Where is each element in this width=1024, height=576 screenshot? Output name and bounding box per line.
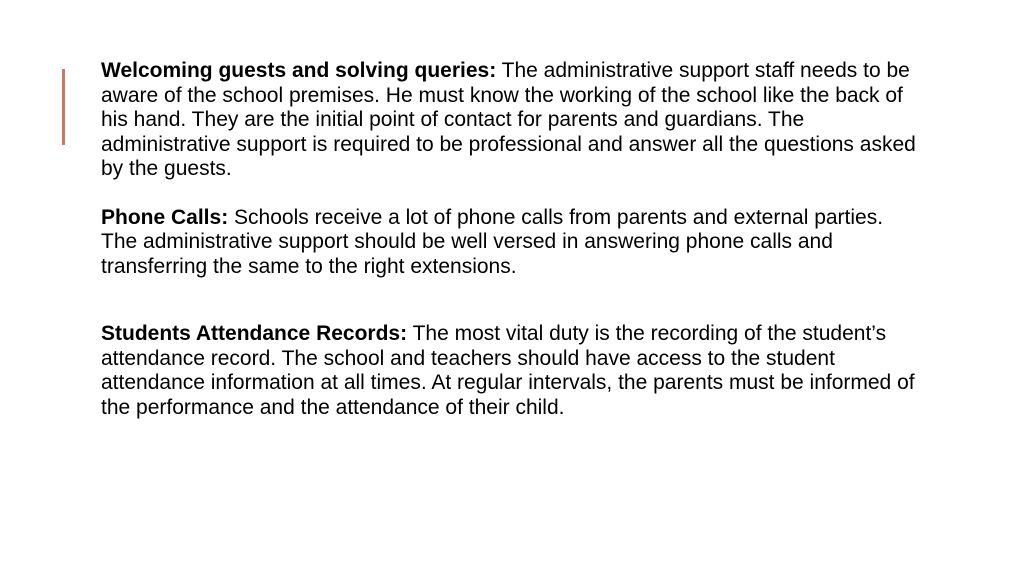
accent-bar: [62, 69, 65, 145]
paragraph-body: The most vital duty is the recording of the student’s attendance record. The school and teachers should have access to the student attendance information at all times. At regular intervals, the parents must be informed of the performance and the attendance of their child.: [101, 322, 915, 419]
paragraph-welcoming-guests: [101, 59, 921, 182]
paragraph-heading: Phone Calls:: [101, 205, 229, 229]
paragraph-phone-calls: [101, 206, 921, 280]
slide-content: [101, 59, 921, 420]
paragraph-body: The administrative support staff needs to be aware of the school premises. He must know the working of the school like the back of his hand. They are the initial point of contact for parents and guardians. The administrative support is required to be professional and answer all the questions asked by the guests.: [101, 59, 916, 180]
paragraph-attendance-records: [101, 322, 921, 420]
paragraph-heading: Welcoming guests and solving queries:: [101, 59, 497, 82]
paragraph-heading: Students Attendance Records:: [101, 322, 408, 345]
paragraph-body: Schools receive a lot of phone calls from parents and external parties. The administrative support should be well versed in answering phone calls and transferring the same to the right extensions.: [101, 205, 884, 278]
